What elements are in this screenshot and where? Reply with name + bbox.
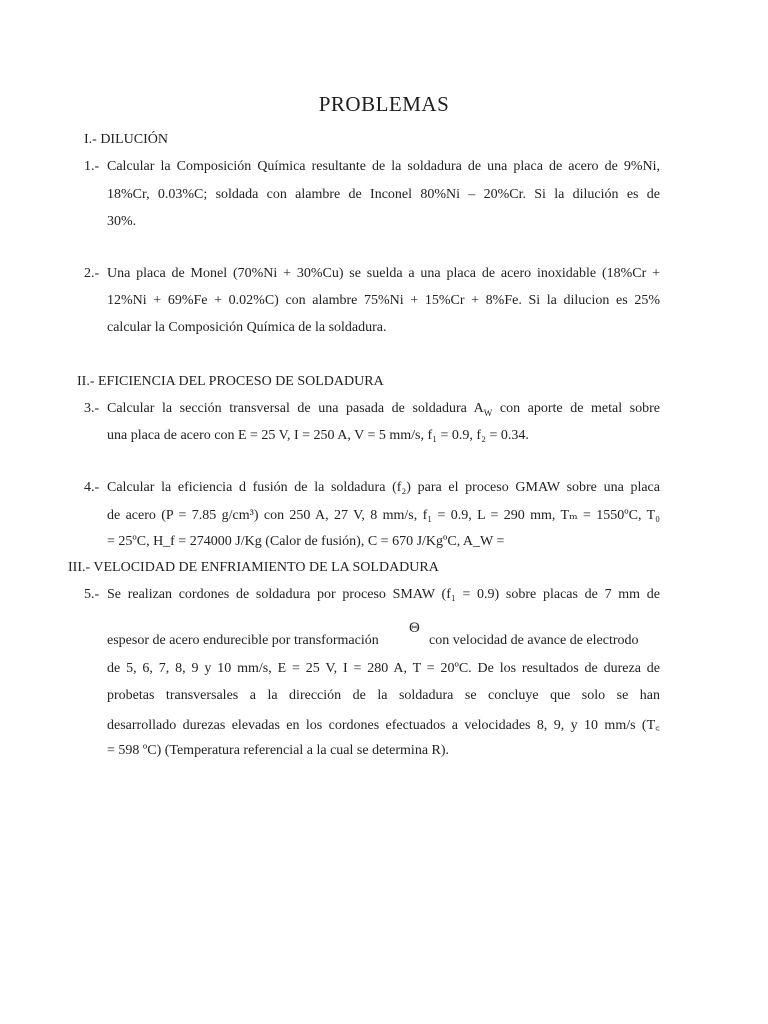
problem-5-line-6: = 598 ºC) (Temperatura referencial a la cual se determina R). (107, 743, 450, 758)
problem-2-number: 2.- (84, 266, 100, 281)
problem-3-line-1 (107, 401, 660, 417)
problem-2-line-3: calcular la Composición Química de la soldadura. (107, 320, 387, 335)
problem-1-number: 1.- (84, 159, 100, 174)
problem-5-line-3: de 5, 6, 7, 8, 9 y 10 mm/s, E = 25 V, I = 280 A, T = 20ºC. De los resultados de dureza de (107, 661, 660, 676)
problem-5-line-2a: espesor de acero endurecible por transformación (107, 633, 379, 648)
section-heading-eficiencia: II.- EFICIENCIA DEL PROCESO DE SOLDADURA (77, 374, 384, 389)
problem-1-line-2: 18%Cr, 0.03%C; soldada con alambre de Inconel 80%Ni – 20%Cr. Si la dilución es de (107, 187, 660, 202)
page-title: PROBLEMAS (318, 92, 450, 116)
problem-3-line-1-text-a: Calcular la sección transversal de una pasada de soldadura A (107, 401, 484, 416)
problem-5-line-2b: con velocidad de avance de electrodo (429, 633, 639, 648)
problem-4-number: 4.- (84, 480, 100, 495)
problem-4-line-3: = 25ºC, H_f = 274000 J/Kg (Calor de fusión), C = 670 J/KgºC, A_W = (107, 534, 505, 549)
problem-5-line-1: Se realizan cordones de soldadura por proceso SMAW (f₁ = 0.9) sobre placas de 7 mm de (107, 587, 660, 602)
theta-symbol: Θ (409, 620, 420, 636)
problem-5-number: 5.- (84, 587, 100, 602)
problem-4-line-1: Calcular la eficiencia d fusión de la soldadura (f₂) para el proceso GMAW sobre una placa (107, 480, 660, 495)
problem-3-line-1-text-b: con aporte de metal sobre (492, 401, 660, 416)
problem-4-line-2: de acero (P = 7.85 g/cm³) con 250 A, 27 V, 8 mm/s, f₁ = 0.9, L = 290 mm, Tₘ = 1550ºC, T₀ (107, 508, 660, 523)
problem-2-line-2: 12%Ni + 69%Fe + 0.02%C) con alambre 75%Ni + 15%Cr + 8%Fe. Si la dilucion es 25% (107, 293, 660, 308)
section-heading-dilucion: I.- DILUCIÓN (84, 132, 168, 147)
problem-5-line-5: desarrollado durezas elevadas en los cordones efectuados a velocidades 8, 9, y 10 mm/s (T꜀ (107, 718, 660, 733)
problem-3-line-1-subscript: W (483, 407, 493, 418)
section-heading-velocidad: III.- VELOCIDAD DE ENFRIAMIENTO DE LA SOLDADURA (68, 560, 439, 575)
problem-1-line-3: 30%. (107, 214, 137, 229)
problem-2-line-1: Una placa de Monel (70%Ni + 30%Cu) se suelda a una placa de acero inoxidable (18%Cr + (107, 266, 660, 281)
problem-1-line-1: Calcular la Composición Química resultante de la soldadura de una placa de acero de 9%Ni, (107, 159, 660, 174)
problem-3-number: 3.- (84, 401, 100, 416)
problem-5-line-4: probetas transversales a la dirección de la soldadura se concluye que solo se han (107, 688, 660, 703)
problem-3-line-2: una placa de acero con E = 25 V, I = 250 A, V = 5 mm/s, f₁ = 0.9, f₂ = 0.34. (107, 428, 529, 443)
